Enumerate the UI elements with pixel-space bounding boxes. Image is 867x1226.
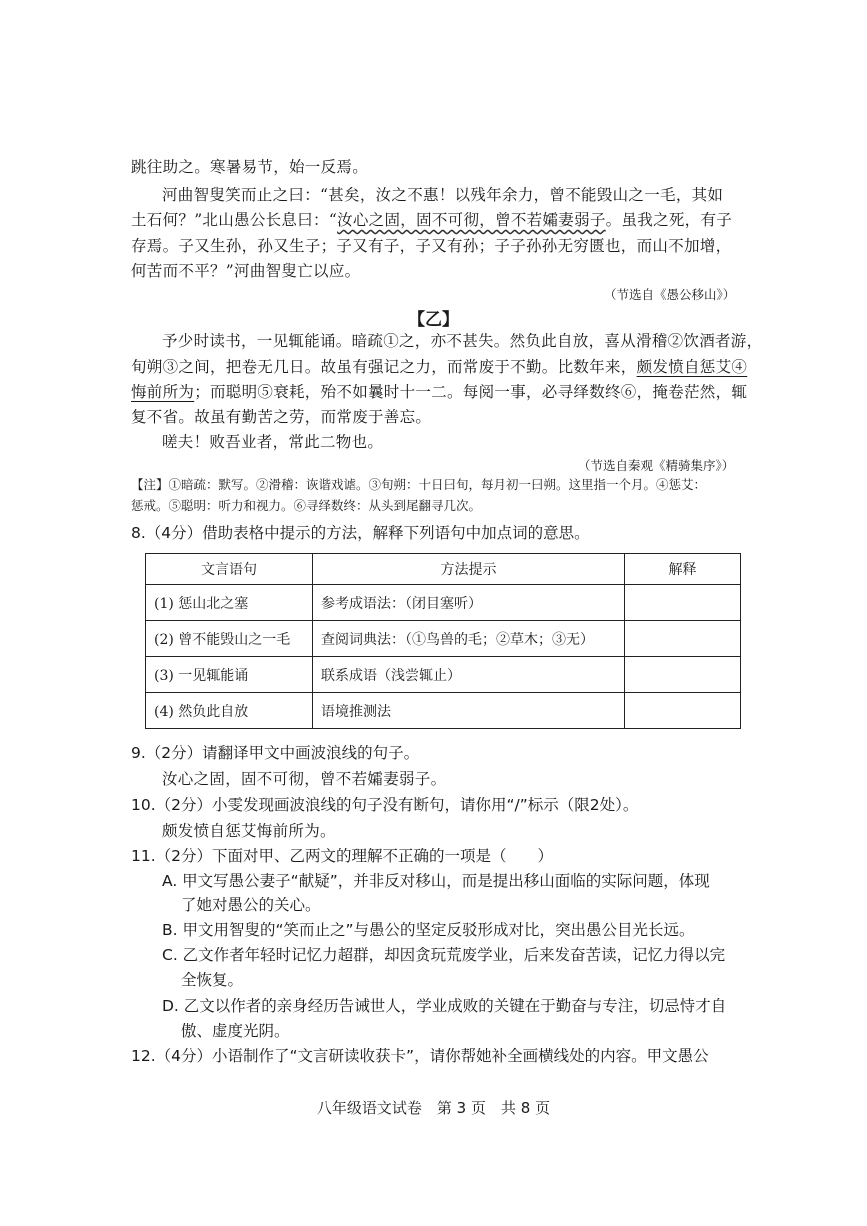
yi-line-4: 复不省。故虽有勤苦之劳，而常废于善忘。 [131,408,432,426]
option-c-cont: 全恢复。 [181,971,244,989]
sentence-cell: (3) 一见辄能诵 [146,657,313,693]
sentence-cell: (1) 惩山北之塞 [146,585,313,621]
yi-line-2-start: 旬朔③之间，把卷无几日。故虽有强记之力，而常废于不勤。比数年来， [131,358,637,376]
sentence-cell: (2) 曾不能毁山之一毛 [146,621,313,657]
method-cell: 联系成语（浅尝辄止） [313,657,625,693]
jia-line-4: 存焉。子又生孙，孙又生子；子又有子，子又有孙；子子孙孙无穷匮也，而山不加增， [131,237,732,255]
answer-cell[interactable] [625,657,741,693]
option-d-cont: 傲、虚度光阴。 [181,1022,290,1040]
page-footer: 八年级语文试卷 第 3 页 共 8 页 [316,1099,551,1117]
jia-line-1: 跳往助之。寒暑易节，始一反焉。 [131,158,369,176]
method-cell: 参考成语法：（闭目塞听） [313,585,625,621]
jia-line-3-end: 。虽我之死，有子 [605,211,733,229]
table-header: 方法提示 [313,554,625,585]
yi-line-2 [131,356,747,378]
table-row [146,621,741,657]
yi-line-5: 嗟夫！败吾业者，常此二物也。 [162,433,384,451]
answer-cell[interactable] [625,585,741,621]
q9-prompt: 9.（2分）请翻译甲文中画波浪线的句子。 [131,744,420,762]
q11-prompt: 11.（2分）下面对甲、乙两文的理解不正确的一项是（ ） [131,847,554,865]
table-header-row [146,554,741,585]
yi-line-3 [131,381,747,403]
table-header: 文言语句 [146,554,313,585]
sentence-cell: (4) 然负此自放 [146,693,313,729]
table-row [146,693,741,729]
jia-line-3-start: 土石何？”北山愚公长息曰：“ [131,211,338,229]
table-row [146,585,741,621]
method-cell: 语境推测法 [313,693,625,729]
option-c[interactable]: C. 乙文作者年轻时记忆力超群，却因贪玩荒废学业，后来发奋苦读，记忆力得以完 [162,946,726,964]
yi-line-3-end: ；而聪明⑤衰耗，殆不如曩时十一二。每阅一事，必寻绎数终⑥，掩卷茫然，辄 [194,383,748,401]
wavy-underlined-sentence: 汝心之固，固不可彻，曾不若孀妻弱子 [337,211,606,229]
q10-prompt: 10.（2分）小雯发现画波浪线的句子没有断句，请你用“/”标示（限2处）。 [131,796,639,814]
table-row [146,657,741,693]
option-a[interactable]: A. 甲文写愚公妻子“献疑”，并非反对移山，而是提出移山面临的实际问题，体现 [162,872,710,890]
yi-note-1: 【注】①暗疏：默写。②滑稽：诙谐戏谑。③旬朔：十日曰旬，每月初一曰朔。这里指一个月。④惩艾： [131,477,707,492]
yi-line-1: 予少时读书，一见辄能诵。暗疏①之，亦不甚失。然负此自放，喜从滑稽②饮酒者游， [162,332,763,350]
underlined-phrase-2: 悔前所为 [131,383,195,401]
method-cell: 查阅词典法：（①鸟兽的毛；②草木；③无） [313,621,625,657]
method-table [145,553,741,729]
table-header: 解释 [625,554,741,585]
jia-line-3 [131,209,732,231]
underlined-phrase-1: 颇发愤自惩艾④ [636,358,748,376]
jia-source: （节选自《愚公移山》） [604,287,736,302]
q12-prompt: 12.（4分）小语制作了“文言研读收获卡”，请你帮她补全画横线处的内容。甲文愚公 [131,1047,709,1065]
q9-text: 汝心之固，固不可彻，曾不若孀妻弱子。 [162,770,447,788]
option-a-cont: 了她对愚公的关心。 [181,896,321,914]
answer-cell[interactable] [625,621,741,657]
q8-prompt: 8.（4分）借助表格中提示的方法，解释下列语句中加点词的意思。 [131,524,590,542]
answer-cell[interactable] [625,693,741,729]
yi-note-2: 惩戒。⑤聪明：听力和视力。⑥寻绎数终：从头到尾翻寻几次。 [131,498,482,513]
yi-source: （节选自秦观《精骑集序》） [578,458,735,473]
jia-line-2: 河曲智叟笑而止之曰：“甚矣，汝之不惠！以残年余力，曾不能毁山之一毛，其如 [162,186,724,204]
yi-heading: 【乙】 [408,310,459,330]
jia-line-5: 何苦而不平？”河曲智叟亡以应。 [131,262,361,280]
q10-text: 颇发愤自惩艾悔前所为。 [162,822,336,840]
option-d[interactable]: D. 乙文以作者的亲身经历告诫世人，学业成败的关键在于勤奋与专注，切忌恃才自 [162,997,727,1015]
option-b[interactable]: B. 甲文用智叟的“笑而止之”与愚公的坚定反驳形成对比，突出愚公目光长远。 [162,921,695,939]
